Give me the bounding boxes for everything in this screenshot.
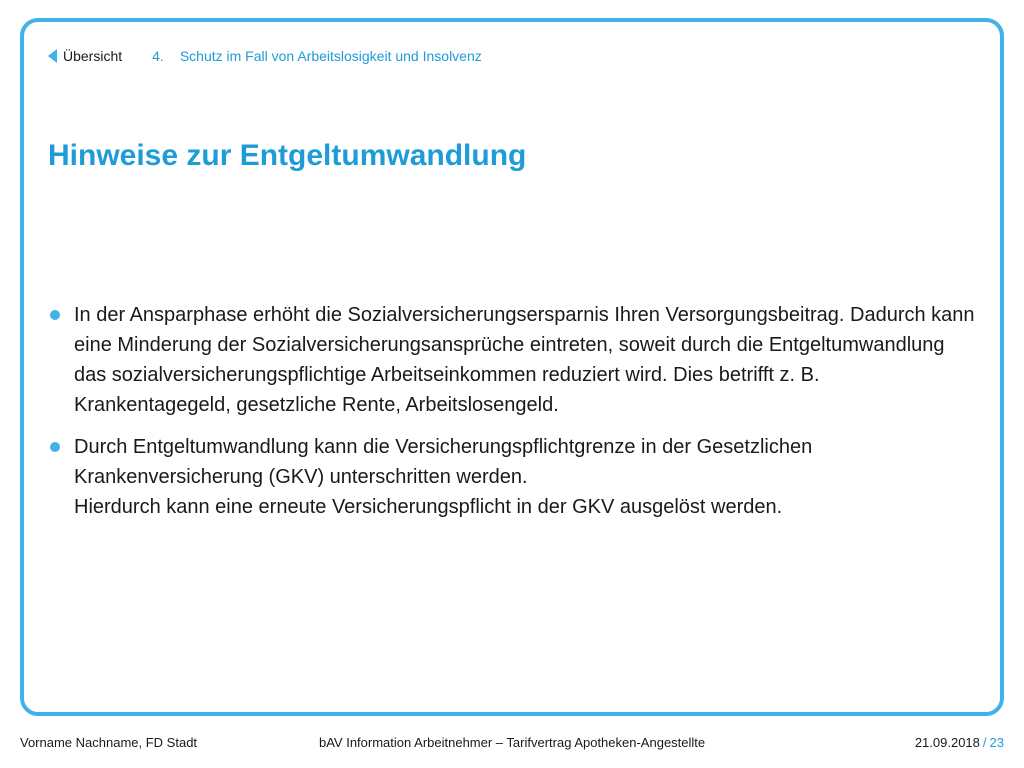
footer-author: Vorname Nachname, FD Stadt xyxy=(20,735,198,750)
footer-date-page xyxy=(915,735,1004,750)
footer-document-title: bAV Information Arbeitnehmer – Tarifvertrag Apotheken-Angestellte xyxy=(319,735,706,750)
section-number[interactable]: 4. xyxy=(152,48,164,64)
footer-separator: / xyxy=(982,735,987,750)
bullet-dot-icon xyxy=(50,310,60,320)
bullet-dot-icon xyxy=(50,442,60,452)
overview-label[interactable]: Übersicht xyxy=(63,48,123,64)
page-number: 23 xyxy=(989,735,1004,750)
bullet-item xyxy=(48,300,978,420)
bullet-text: In der Ansparphase erhöht die Sozialversicherungsersparnis Ihren Versorgungsbeitrag. Dadurch kann eine Minderung der Sozialversicherungsansprüche eintreten, soweit durch die Entgeltumwandlung das sozialversicherungspflichtige Arbeitseinkommen reduziert wird. Dies betrifft z. B. Krankentagegeld, gesetzliche Rente, Arbeitslosengeld. xyxy=(74,304,975,416)
navigation-bar xyxy=(48,47,482,65)
bullet-item xyxy=(48,432,978,522)
breadcrumb[interactable] xyxy=(152,48,482,64)
footer-date: 21.09.2018 xyxy=(914,735,980,750)
section-title[interactable]: Schutz im Fall von Arbeitslosigkeit und Insolvenz xyxy=(179,48,482,64)
bullet-text: Hierdurch kann eine erneute Versicherungspflicht in der GKV ausgelöst werden. xyxy=(74,496,783,518)
back-arrow-icon[interactable] xyxy=(48,49,57,63)
page-title: Hinweise zur Entgeltumwandlung xyxy=(48,139,527,172)
bullet-text: Durch Entgeltumwandlung kann die Versicherungspflichtgrenze in der Gesetzlichen Krankenversicherung (GKV) unterschritten werden. xyxy=(74,436,813,488)
bullet-list xyxy=(48,300,978,534)
overview-back-link[interactable] xyxy=(48,48,122,64)
